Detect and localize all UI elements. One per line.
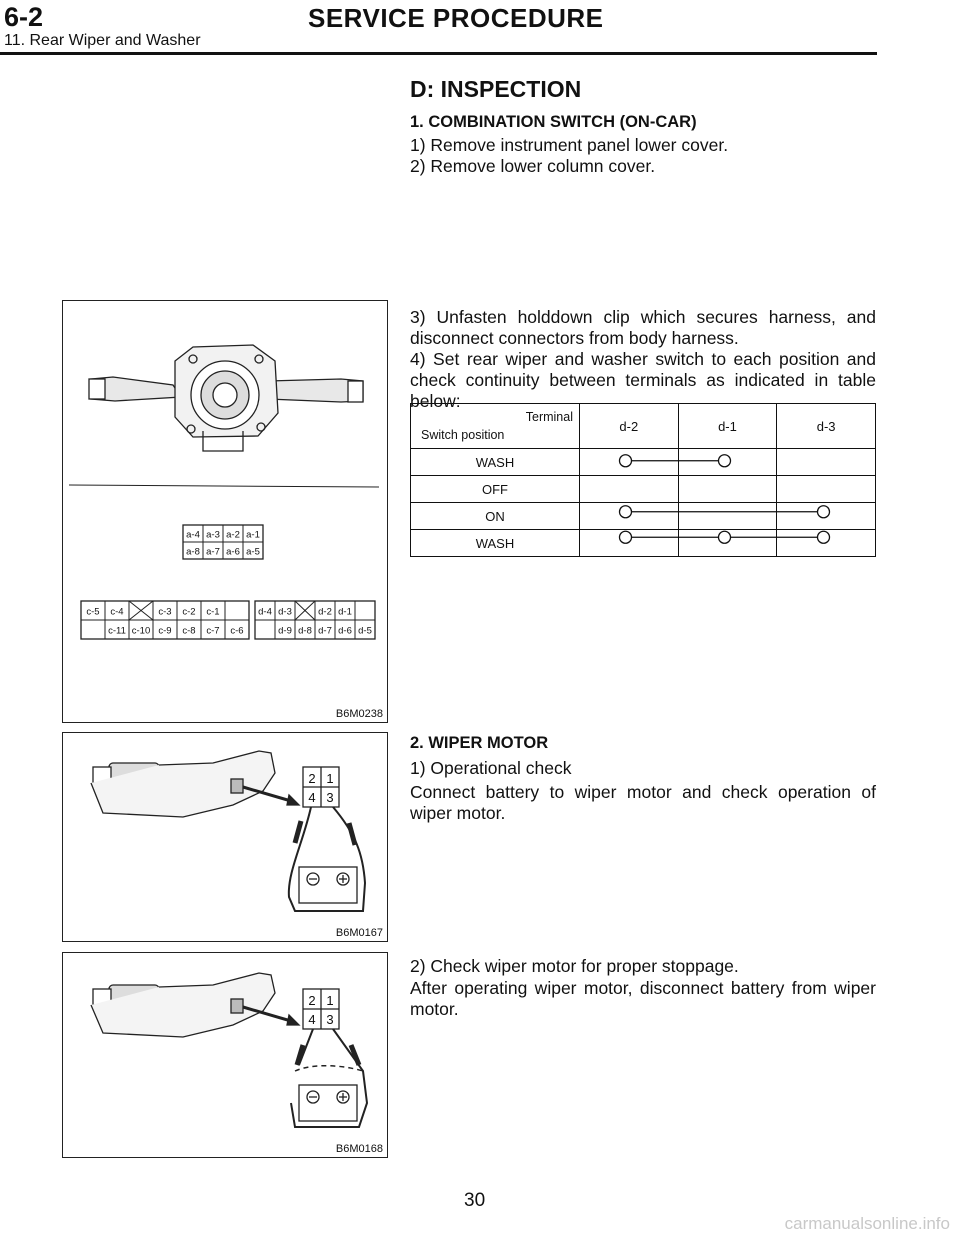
wiper-motor-drawing: [63, 733, 386, 940]
watermark: carmanualsonline.info: [784, 1214, 950, 1233]
table-corner-cell: [411, 404, 580, 449]
combination-switch-heading: 1. COMBINATION SWITCH (ON-CAR): [410, 113, 697, 131]
connector-c-diagram: [81, 601, 249, 639]
connector-pin-label: c-4: [110, 606, 124, 618]
connector-pin-label: d-9: [278, 625, 292, 637]
section-number: 6-2: [4, 2, 44, 32]
connector-pin-label: d-8: [298, 625, 312, 637]
connector-pin-label: c-5: [86, 606, 100, 618]
row-label: ON: [411, 503, 580, 530]
figure-code: B6M0167: [335, 927, 383, 939]
wiper-motor-heading: 2. WIPER MOTOR: [410, 734, 549, 752]
connector-pin-label: d-5: [358, 625, 372, 637]
connector-pin-label: d-7: [318, 625, 332, 637]
continuity-terminal-mark: [620, 531, 632, 543]
section-subtitle: 11. Rear Wiper and Washer: [4, 32, 201, 49]
column-header-d1: d-1: [678, 404, 777, 449]
connector-pin-label: c-8: [182, 625, 196, 637]
switch-position-label: Switch position: [421, 428, 505, 442]
connector-pin-label: a-8: [186, 546, 200, 558]
connector-pin-label: c-9: [158, 625, 172, 637]
step-2-text: 2) Remove lower column cover.: [410, 156, 656, 176]
figure-code: B6M0238: [335, 708, 383, 720]
connector-pin-label: c-11: [108, 625, 126, 637]
connector-pin-label: d-2: [318, 606, 332, 618]
terminal-3-label: 3: [326, 1012, 334, 1027]
operational-check-step: 1) Operational check: [410, 758, 572, 778]
page-title: SERVICE PROCEDURE: [308, 3, 604, 33]
connector-pin-label: a-4: [186, 529, 200, 541]
continuity-terminal-mark: [818, 531, 830, 543]
continuity-terminal-mark: [620, 506, 632, 518]
column-header-d2: d-2: [579, 404, 678, 449]
combination-switch-drawing: [63, 301, 386, 721]
step-1-text: 1) Remove instrument panel lower cover.: [410, 135, 729, 155]
connector-pin-label: a-3: [206, 529, 220, 541]
wiper-stoppage-drawing: [63, 953, 386, 1156]
connector-pin-label: c-2: [182, 606, 196, 618]
header-rule: [0, 52, 877, 55]
connector-pin-label: c-3: [158, 606, 172, 618]
connector-pin-label: d-3: [278, 606, 292, 618]
connector-pin-label: d-6: [338, 625, 352, 637]
continuity-terminal-mark: [719, 531, 731, 543]
connector-pin-label: c-10: [131, 625, 151, 637]
terminal-1-label: 1: [326, 771, 334, 786]
terminal-1-label: 1: [326, 993, 334, 1008]
connector-pin-label: a-7: [206, 546, 220, 558]
terminal-label: Terminal: [525, 410, 573, 424]
connector-pin-label: d-4: [258, 606, 272, 618]
connector-pin-label: c-7: [206, 625, 220, 637]
step-3-text: 3) Unfasten holddown clip which secures harness, and disconnect connectors from body harness.: [410, 307, 876, 348]
continuity-terminal-mark: [719, 455, 731, 467]
connector-pin-label: d-1: [338, 606, 352, 618]
terminal-3-label: 3: [326, 790, 334, 805]
connector-pin-label: a-2: [226, 529, 240, 541]
continuity-terminal-mark: [818, 506, 830, 518]
terminal-2-label: 2: [308, 993, 316, 1008]
connector-pin-label: a-6: [226, 546, 240, 558]
connector-a-diagram: [183, 525, 263, 559]
operational-check-text: Connect battery to wiper motor and check operation of wiper motor.: [410, 782, 876, 823]
inspection-heading: D: INSPECTION: [410, 76, 582, 102]
row-label: WASH: [411, 530, 580, 557]
terminal-4-label: 4: [308, 790, 316, 805]
continuity-marks: [576, 403, 876, 551]
figure-wiper-motor-check: [62, 732, 388, 942]
stoppage-check-step: 2) Check wiper motor for proper stoppage.: [410, 956, 739, 976]
column-header-d3: d-3: [777, 404, 876, 449]
page-number: 30: [464, 1190, 486, 1211]
figure-code: B6M0168: [335, 1143, 383, 1155]
connector-pin-label: a-5: [246, 546, 260, 558]
row-label: OFF: [411, 476, 580, 503]
figure-wiper-stoppage-check: [62, 952, 388, 1158]
connector-d-diagram: [255, 601, 375, 639]
row-label: WASH: [411, 449, 580, 476]
stoppage-check-text: After operating wiper motor, disconnect battery from wiper motor.: [410, 978, 876, 1019]
connector-pin-label: a-1: [246, 529, 260, 541]
step-4-text: 4) Set rear wiper and washer switch to each position and check continuity between terminals as indicated in table below:: [410, 349, 876, 411]
connector-pin-label: c-1: [206, 606, 220, 618]
connector-pin-label: c-6: [230, 625, 244, 637]
terminal-4-label: 4: [308, 1012, 316, 1027]
continuity-terminal-mark: [620, 455, 632, 467]
figure-combination-switch: [62, 300, 388, 723]
terminal-2-label: 2: [308, 771, 316, 786]
